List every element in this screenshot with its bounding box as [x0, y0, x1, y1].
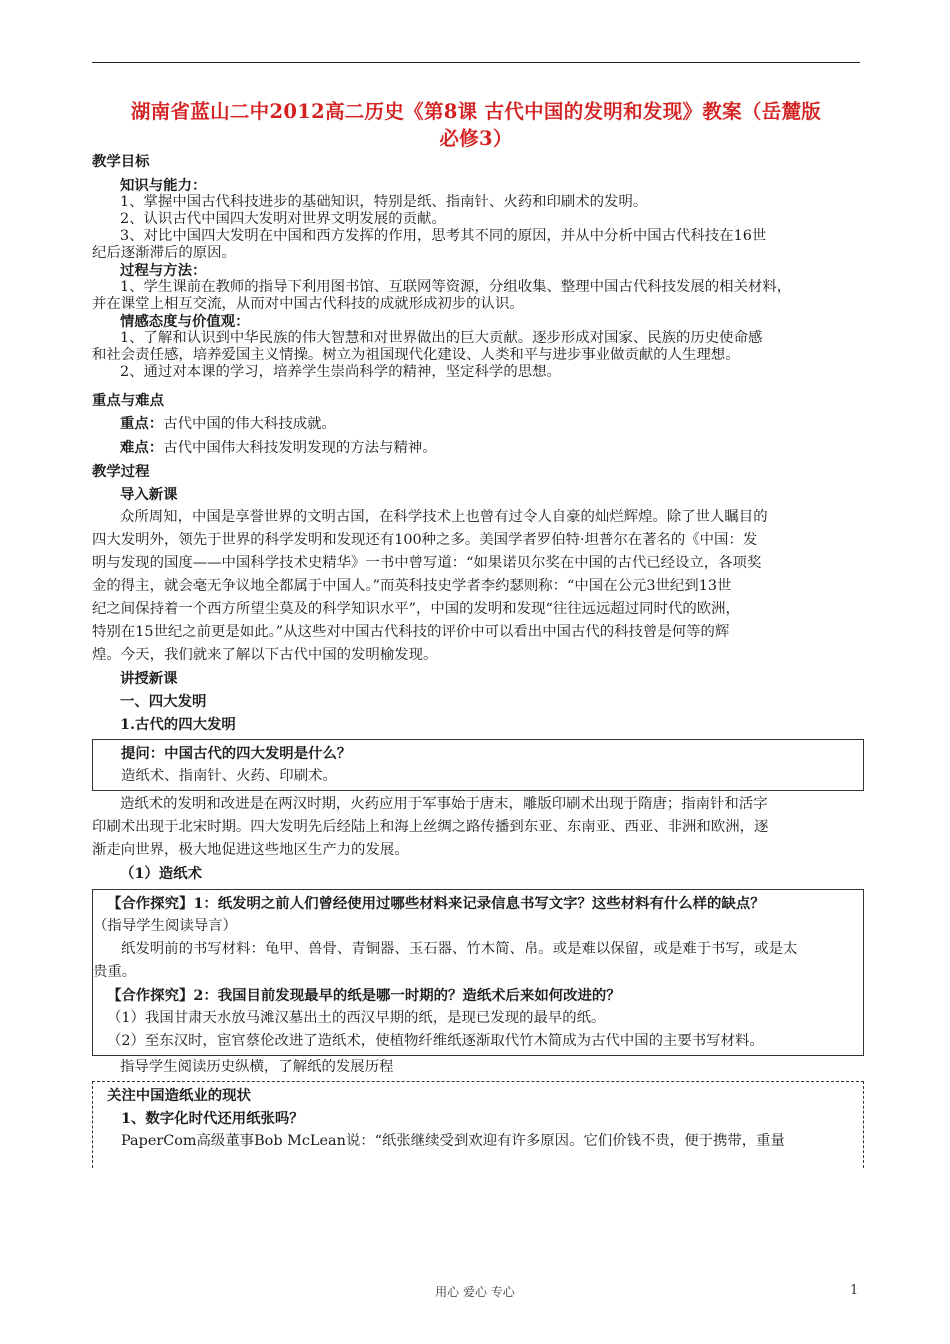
key-point-label: 重点： — [120, 415, 164, 432]
process-line-2: 并在课堂上相互交流，从而对中国古代科技的成就形成初步的认识。 — [92, 296, 524, 312]
page-title — [88, 98, 864, 152]
cooperation-box — [92, 889, 864, 1056]
document-body — [92, 151, 864, 1168]
cooperation-1-answer-line-2: 贵重。 — [93, 964, 137, 980]
cooperation-1-answer-line-1: 纸发明前的书写材料：龟甲、兽骨、青铜器、玉石器、竹木简、帛。或是难以保留，或是难于书写，或是太 — [121, 941, 798, 957]
cooperation-2-answer-2: （2）至东汉时，宦官蔡伦改进了造纸术，使植物纤维纸逐渐取代竹木简成为古代中国的主要书写材料。 — [107, 1033, 764, 1049]
objective-1: 1、掌握中国古代科技进步的基础知识，特别是纸、指南针、火药和印刷术的发明。 — [120, 194, 648, 210]
intro-line-5: 纪之间保持着一个西方所望尘莫及的科学知识水平”，中国的发明和发现“往往远远超过同时代的欧洲， — [92, 601, 740, 617]
objective-3-line-2: 纪后逐渐滞后的原因。 — [92, 245, 236, 261]
key-point-text: 古代中国的伟大科技成就。 — [163, 416, 336, 432]
header-rule — [92, 62, 860, 63]
process-heading: 教学过程 — [92, 463, 150, 480]
objective-3-line-1: 3、对比中国四大发明在中国和西方发挥的作用，思考其不同的原因，并从中分析中国古代科技在16世 — [120, 228, 767, 244]
objectives-heading: 教学目标 — [92, 153, 150, 170]
key-points-heading: 重点与难点 — [92, 392, 164, 409]
page-number: 1 — [850, 1283, 859, 1298]
intro-line-3: 明与发现的国度——中国科学技术史精华》一书中曾写道：“如果诺贝尔奖在中国的古代已经设立，各项奖 — [92, 555, 762, 571]
knowledge-subheading: 知识与能力： — [120, 177, 207, 194]
attitude-subheading: 情感态度与价值观： — [120, 313, 250, 330]
attitude-1-line-1: 1、了解和认识到中华民族的伟大智慧和对世界做出的巨大贡献。逐步形成对国家、民族的历史使命感 — [120, 330, 763, 346]
intro-line-1: 众所周知，中国是享誉世界的文明古国，在科学技术上也曾有过令人自豪的灿烂辉煌。除了世人瞩目的 — [120, 509, 768, 525]
title-line-2: 必修3） — [439, 127, 513, 150]
objective-2: 2、认识古代中国四大发明对世界文明发展的贡献。 — [120, 211, 446, 227]
answer-text: 造纸术、指南针、火药、印刷术。 — [121, 768, 337, 784]
difficult-point — [92, 436, 864, 460]
question-text: 提问：中国古代的四大发明是什么？ — [121, 745, 352, 762]
process-subheading: 过程与方法： — [120, 262, 207, 279]
page-footer: 用心 爱心 专心 — [435, 1285, 515, 1299]
inventions-line-1: 造纸术的发明和改进是在两汉时期，火药应用于军事始于唐末，雕版印刷术出现于隋唐；指南针和活字 — [120, 796, 768, 812]
part-1-heading: 一、四大发明 — [120, 693, 207, 710]
attitude-1-line-2: 和社会责任感，培养爱国主义情操。树立为祖国现代化建设、人类和平与进步事业做贡献的人生理想。 — [92, 347, 740, 363]
inventions-line-2: 印刷术出现于北宋时期。四大发明先后经陆上和海上丝绸之路传播到东亚、东南亚、西亚、非洲和欧洲，逐 — [92, 819, 769, 835]
cooperation-2-answer-1: （1）我国甘肃天水放马滩汉墓出土的西汉早期的纸，是现已发现的最早的纸。 — [107, 1010, 606, 1026]
intro-line-2: 四大发明外，领先于世界的科学发明和发现还有100种之多。美国学者罗伯特·坦普尔在著名的《中国：发 — [92, 532, 758, 548]
cooperation-1-question: 【合作探究】1：纸发明之前人们曾经使用过哪些材料来记录信息书写文字？这些材料有什么样的缺点？ — [107, 895, 765, 912]
cooperation-1-note: （指导学生阅读导言） — [93, 918, 237, 934]
difficult-point-text: 古代中国伟大科技发明发现的方法与精神。 — [163, 440, 437, 456]
process-line-1: 1、学生课前在教师的指导下利用图书馆、互联网等资源，分组收集、整理中国古代科技发展的相关材料， — [120, 279, 792, 295]
focus-text: PaperCom高级董事Bob McLean说：“纸张继续受到欢迎有许多原因。它们价钱不贵，便于携带，重量 — [121, 1133, 785, 1149]
title-line-1: 湖南省蓝山二中2012高二历史《第8课 古代中国的发明和发现》教案（岳麓版 — [130, 100, 822, 123]
intro-line-4: 金的得主，就会毫无争议地全都属于中国人。”而英科技史学者李约瑟则称：“中国在公元3世纪到13世 — [92, 578, 732, 594]
inventions-line-3: 渐走向世界，极大地促进这些地区生产力的发展。 — [92, 842, 409, 858]
cooperation-2-question: 【合作探究】2：我国目前发现最早的纸是哪一时期的？造纸术后来如何改进的？ — [107, 987, 621, 1004]
intro-line-6: 特别在15世纪之前更是如此。”从这些对中国古代科技的评价中可以看出中国古代的科技曾是何等的辉 — [92, 624, 730, 640]
papermaking-heading: （1）造纸术 — [120, 865, 202, 882]
question-box — [92, 739, 864, 791]
focus-heading: 关注中国造纸业的现状 — [107, 1087, 251, 1104]
intro-heading: 导入新课 — [120, 486, 178, 503]
focus-question: 1、数字化时代还用纸张吗？ — [121, 1110, 304, 1127]
part-1-1-heading: 1.古代的四大发明 — [120, 716, 236, 733]
intro-line-7: 煌。今天，我们就来了解以下古代中国的发明榆发现。 — [92, 647, 438, 663]
teach-heading: 讲授新课 — [120, 670, 178, 687]
focus-box — [92, 1081, 864, 1168]
difficult-point-label: 难点： — [120, 439, 164, 456]
key-point — [92, 412, 864, 436]
attitude-2: 2、通过对本课的学习，培养学生崇尚科学的精神，坚定科学的思想。 — [120, 364, 561, 380]
reading-guide: 指导学生阅读历史纵横，了解纸的发展历程 — [120, 1059, 394, 1075]
